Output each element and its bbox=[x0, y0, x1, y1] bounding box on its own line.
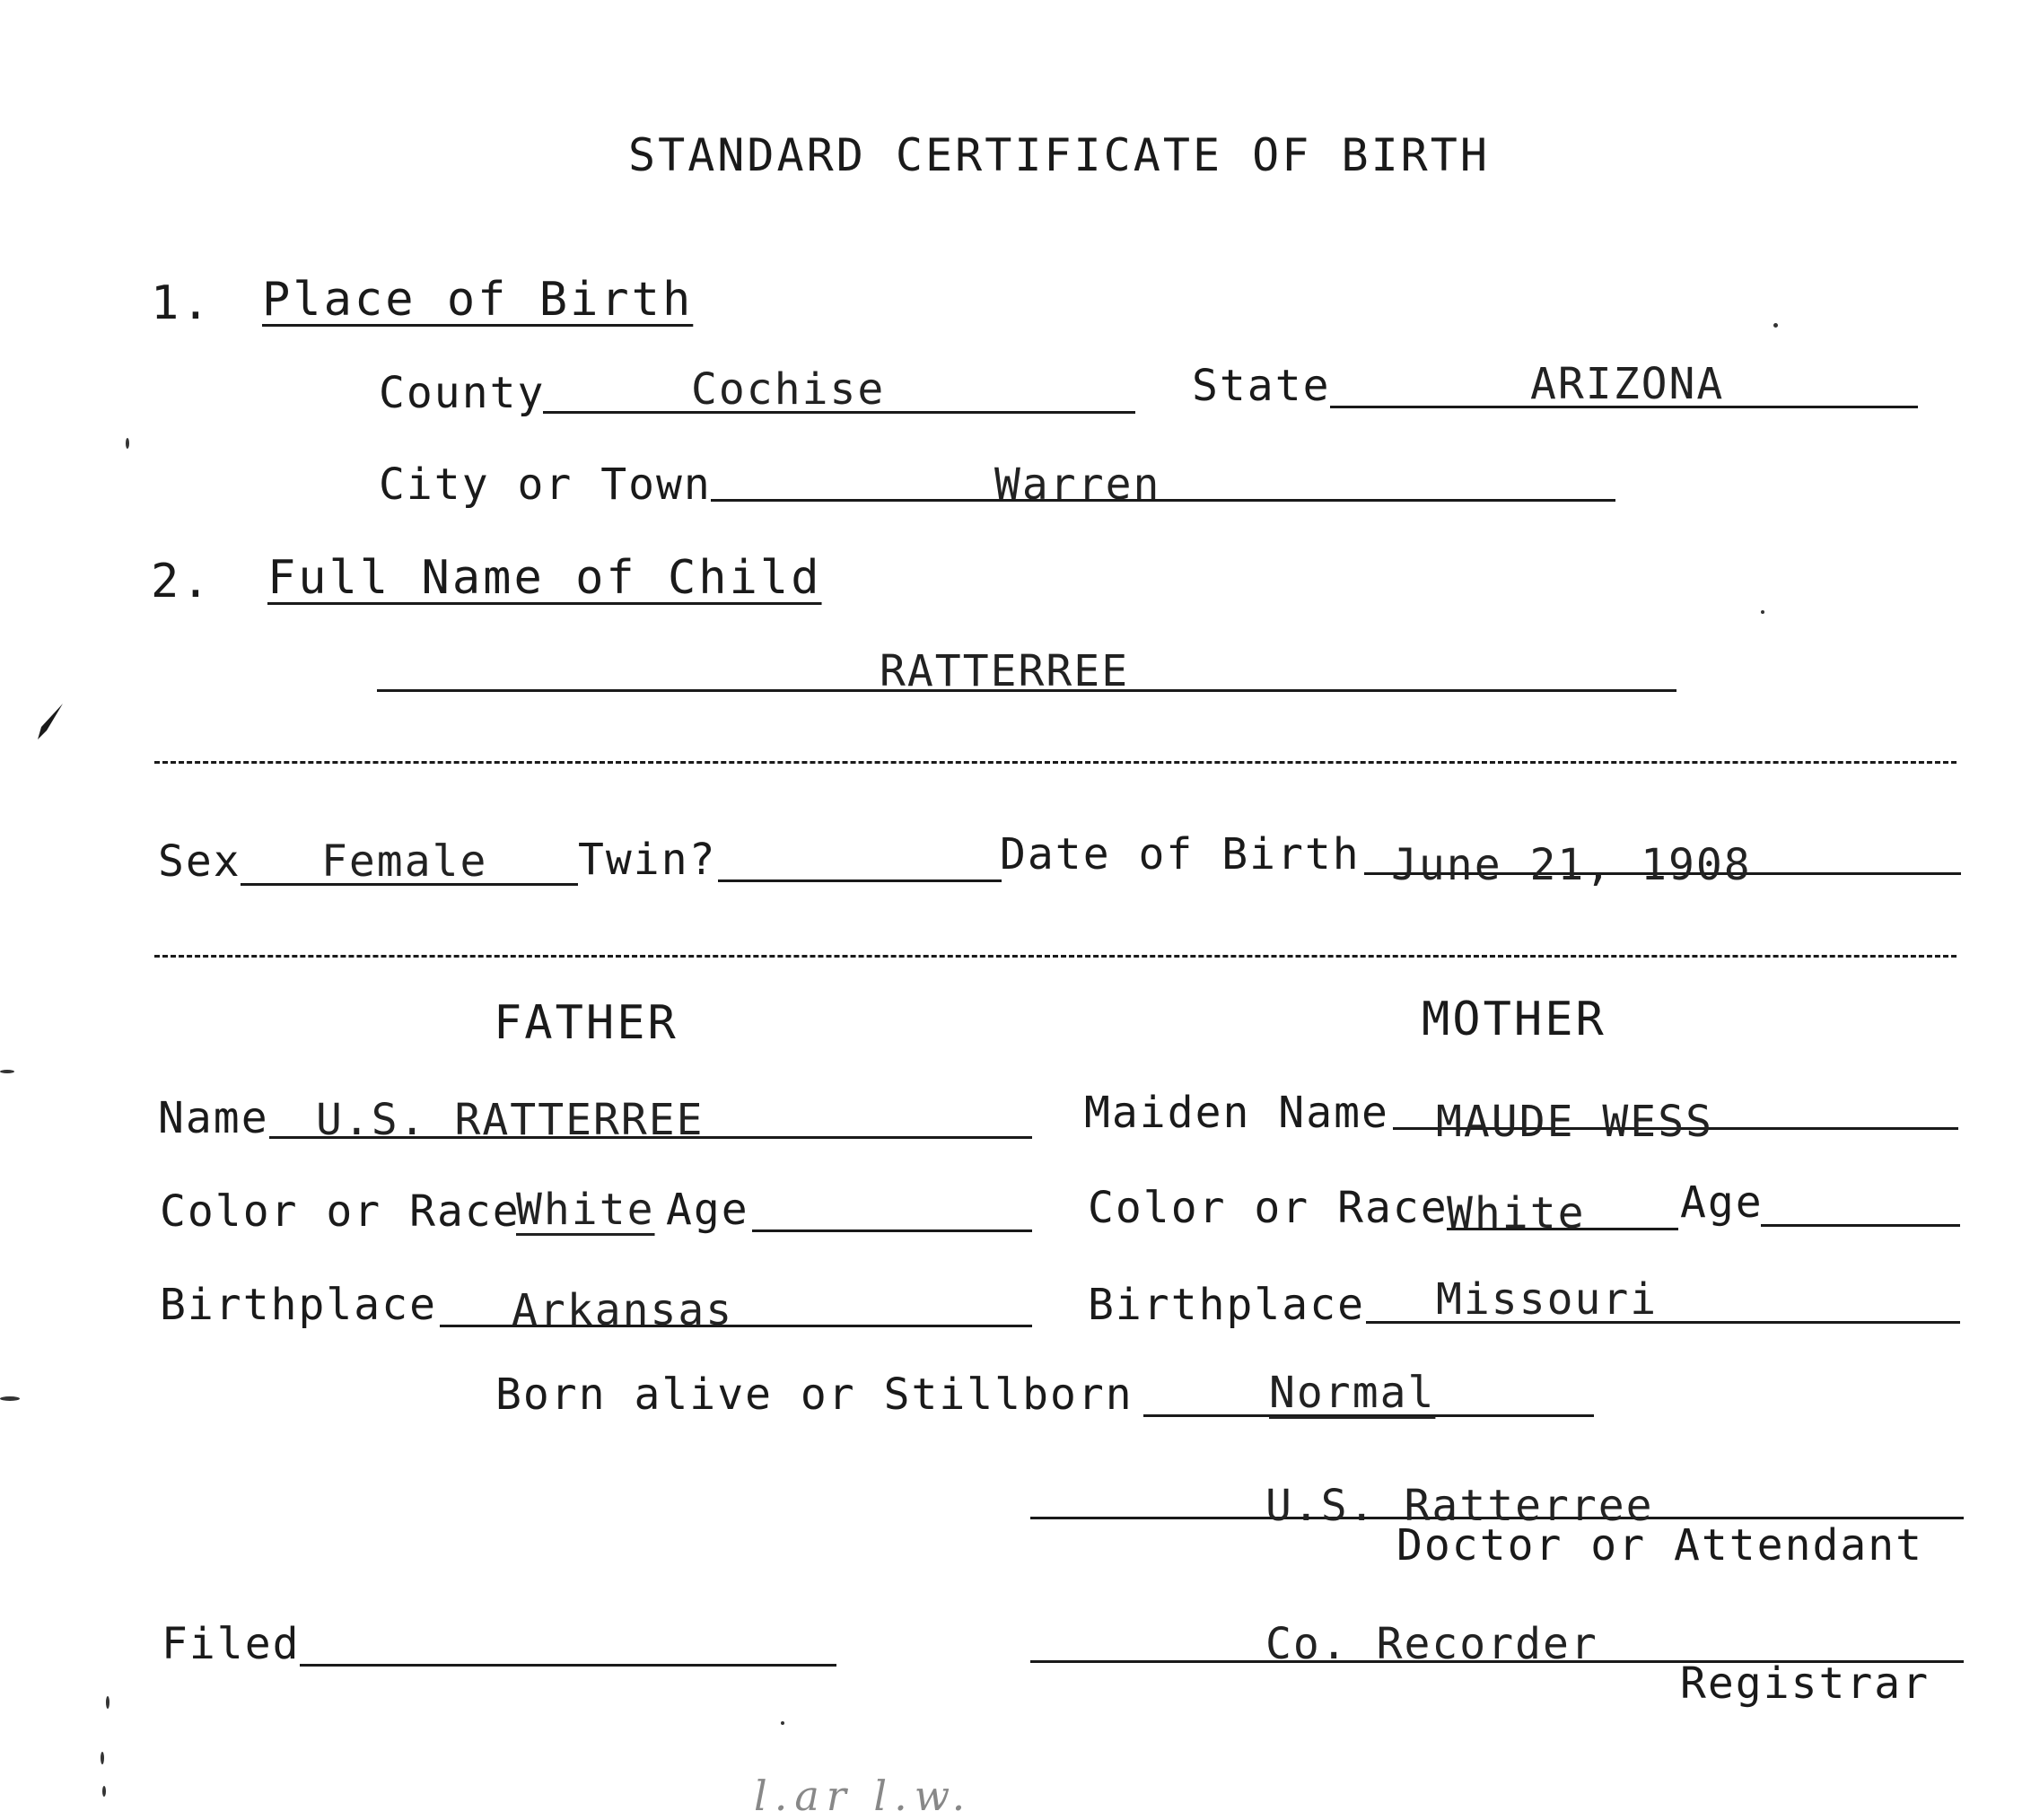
attendant-caption: Doctor or Attendant bbox=[1396, 1520, 1924, 1571]
attendant-signature: U.S. Ratterree bbox=[1265, 1481, 1654, 1531]
scan-speck bbox=[0, 1070, 14, 1073]
filed-label: Filed bbox=[162, 1619, 301, 1669]
place-of-birth-heading: Place of Birth bbox=[262, 273, 694, 327]
dob-value: June 21, 1908 bbox=[1391, 840, 1752, 890]
twin-label: Twin? bbox=[578, 835, 717, 885]
child-name-value: RATTERREE bbox=[880, 646, 1130, 696]
filed-line bbox=[300, 1664, 836, 1667]
scan-speck bbox=[0, 1396, 20, 1401]
full-name-heading: Full Name of Child bbox=[267, 551, 822, 605]
city-label: City or Town bbox=[379, 459, 712, 510]
father-name-label: Name bbox=[158, 1093, 269, 1143]
father-name-value: U.S. RATTERREE bbox=[316, 1095, 705, 1145]
county-label: County bbox=[379, 368, 546, 418]
scan-speck bbox=[102, 1786, 106, 1797]
born-status-label: Born alive or Stillborn bbox=[495, 1369, 1134, 1420]
mother-name-label: Maiden Name bbox=[1084, 1088, 1389, 1138]
certificate-title: STANDARD CERTIFICATE OF BIRTH bbox=[628, 129, 1490, 181]
county-value: Cochise bbox=[691, 364, 886, 415]
faint-handwriting: l.ar l.w. bbox=[754, 1772, 973, 1820]
section-1-number: 1. bbox=[151, 276, 213, 330]
registrar-signature: Co. Recorder bbox=[1265, 1619, 1598, 1669]
father-heading: FATHER bbox=[494, 996, 678, 1050]
mother-age-label: Age bbox=[1680, 1177, 1764, 1228]
mother-age-line bbox=[1761, 1224, 1960, 1227]
mother-race-label: Color or Race bbox=[1088, 1183, 1449, 1233]
twin-line bbox=[718, 879, 1002, 882]
father-race-label: Color or Race bbox=[160, 1186, 521, 1237]
mother-heading: MOTHER bbox=[1422, 993, 1606, 1046]
scan-speck bbox=[1773, 323, 1778, 328]
scan-speck bbox=[106, 1696, 109, 1709]
sex-label: Sex bbox=[158, 836, 241, 887]
born-status-value: Normal bbox=[1269, 1368, 1436, 1418]
scan-speck bbox=[126, 438, 129, 449]
sex-value: Female bbox=[321, 836, 488, 887]
section-2-number: 2. bbox=[151, 555, 213, 608]
city-line bbox=[711, 499, 1615, 502]
dashed-divider-top bbox=[154, 761, 1957, 764]
mother-race-value: White bbox=[1447, 1188, 1586, 1238]
scan-speck bbox=[1761, 610, 1764, 614]
pen-mark bbox=[32, 700, 68, 745]
city-value: Warren bbox=[994, 459, 1161, 510]
state-label: State bbox=[1192, 361, 1331, 411]
father-age-label: Age bbox=[666, 1185, 749, 1235]
scan-speck bbox=[101, 1752, 104, 1764]
father-age-line bbox=[752, 1229, 1032, 1232]
dob-label: Date of Birth bbox=[1000, 829, 1361, 879]
father-race-value: White bbox=[516, 1185, 655, 1235]
dashed-divider-bottom bbox=[154, 955, 1957, 958]
mother-birthplace-value: Missouri bbox=[1436, 1274, 1659, 1325]
mother-name-value: MAUDE WESS bbox=[1436, 1097, 1713, 1147]
father-birthplace-value: Arkansas bbox=[512, 1285, 734, 1335]
registrar-caption: Registrar bbox=[1680, 1658, 1930, 1709]
scan-speck bbox=[781, 1721, 784, 1725]
mother-birthplace-label: Birthplace bbox=[1088, 1280, 1365, 1330]
father-birthplace-label: Birthplace bbox=[160, 1280, 437, 1330]
state-value: ARIZONA bbox=[1530, 359, 1725, 409]
